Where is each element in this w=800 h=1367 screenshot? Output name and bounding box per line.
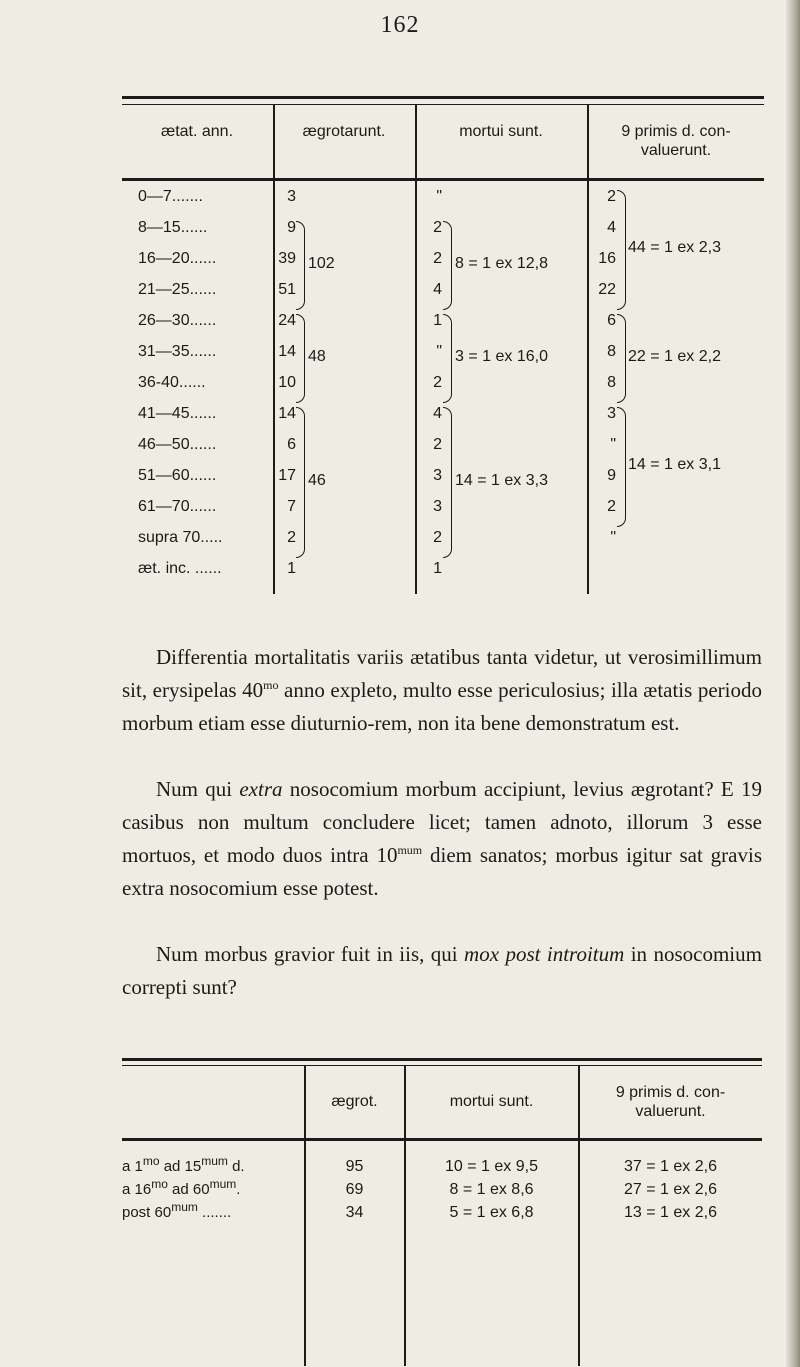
header-primis-line1: 9 primis d. con- (621, 123, 731, 140)
primis-cell: 9 (607, 467, 616, 484)
mortui-bracket (443, 221, 452, 310)
mortui-cell: 8 = 1 ex 8,6 (449, 1181, 534, 1198)
page-edge (786, 0, 800, 1367)
header-primis-line2: valuerunt. (640, 142, 712, 159)
age-cell: 21—25...... (138, 281, 217, 298)
paragraph-2-text-b: nosocomium morbum accipiunt, levius ægrotant? E 19 casibus non multum concludere licet; tamen adnoto, illorum 3 esse mortuos, et modo duos intra 10 (122, 777, 762, 867)
aegrot-cell: 69 (345, 1181, 364, 1198)
mortui-cell: 2 (433, 436, 442, 453)
age-cell: 46—50...... (138, 436, 217, 453)
primis-bracket (617, 407, 626, 527)
mortui-cell: 4 (433, 405, 442, 422)
table-1-header-rule (122, 178, 764, 181)
row-label-part: d. (227, 1158, 245, 1175)
mortui-bracket (443, 407, 452, 558)
paragraph-1 (122, 641, 762, 740)
aegrot-cell: 7 (287, 498, 296, 515)
primis-cell: " (610, 436, 616, 453)
mortui-cell: 1 (433, 312, 442, 329)
aegrot-bracket (296, 407, 305, 558)
mortui-cell: " (436, 343, 442, 360)
row-label-part: ad 60 (167, 1181, 210, 1198)
t2-header-mortui: mortui sunt. (449, 1093, 534, 1110)
header-primis (588, 122, 764, 160)
primis-cell: 8 (607, 374, 616, 391)
t2-header-aegrot: ægrot. (331, 1093, 378, 1110)
mortui-cell: 4 (433, 281, 442, 298)
row-label-part: mo (151, 1177, 168, 1191)
t2-header-primis-line2: valuerunt. (635, 1103, 706, 1120)
paragraph-3 (122, 938, 762, 1004)
aegrot-cell: 14 (278, 405, 296, 422)
aegrot-cell: 95 (345, 1158, 364, 1175)
header-mortui: mortui sunt. (459, 123, 543, 140)
primis-cell: 16 (598, 250, 616, 267)
age-cell: 8—15...... (138, 219, 208, 236)
aegrot-cell: 51 (278, 281, 296, 298)
paragraph-3-text-b: in nosocomium correpti sunt? (122, 942, 762, 999)
table-1-top-rule (122, 96, 764, 99)
age-cell: 31—35...... (138, 343, 217, 360)
age-cell: 16—20...... (138, 250, 217, 267)
table-2-top-rule (122, 1058, 762, 1061)
paragraph-2-emphasis: extra (239, 777, 283, 801)
age-cell: 61—70...... (138, 498, 217, 515)
aegrot-group-value: 102 (308, 254, 335, 272)
primis-bracket (617, 314, 626, 403)
aegrot-cell: 9 (287, 219, 296, 236)
primis-cell: 27 = 1 ex 2,6 (624, 1181, 717, 1198)
row-label-part: mum (209, 1177, 237, 1191)
row-label-part: mum (201, 1154, 228, 1168)
table-2-top-rule-2 (122, 1065, 762, 1066)
mortui-cell: 10 = 1 ex 9,5 (445, 1158, 538, 1175)
aegrot-cell: 17 (278, 467, 296, 484)
mortui-cell: 2 (433, 374, 442, 391)
age-cell: 41—45...... (138, 405, 217, 422)
age-cell: æt. inc. ...... (138, 560, 222, 577)
paragraph-2-text-c: diem sanatos; morbus igitur sat gravis extra nosocomium esse potest. (122, 843, 763, 900)
row-label-part: mo (142, 1154, 160, 1168)
mortui-bracket (443, 314, 452, 403)
mortui-cell: 2 (433, 219, 442, 236)
mortui-cell: 3 (433, 467, 442, 484)
primis-cell: 8 (607, 343, 616, 360)
t2-header-primis-line1: 9 primis d. con- (615, 1084, 726, 1101)
mortui-cell: 1 (433, 560, 442, 577)
aegrot-cell: 6 (287, 436, 296, 453)
aegrot-cell: 24 (278, 312, 296, 329)
primis-cell: 37 = 1 ex 2,6 (624, 1158, 717, 1175)
aegrot-cell: 10 (278, 374, 296, 391)
row-label (122, 1200, 232, 1221)
aegrot-cell: 3 (287, 188, 296, 205)
row-label-part: . (236, 1181, 241, 1198)
age-cell: 0—7....... (138, 188, 203, 205)
row-label (122, 1177, 241, 1198)
primis-cell: 4 (607, 219, 616, 236)
primis-group-value: 14 = 1 ex 3,1 (628, 456, 721, 473)
row-label-part: ad 15 (159, 1158, 202, 1175)
aegrot-cell: 39 (278, 250, 296, 267)
age-cell: 51—60...... (138, 467, 217, 484)
aegrot-cell: 2 (287, 529, 296, 546)
header-aegrotarunt: ægrotarunt. (302, 123, 386, 140)
primis-bracket (617, 190, 626, 310)
aegrot-group-value: 46 (308, 471, 326, 489)
mortui-group-value: 14 = 1 ex 3,3 (455, 471, 548, 489)
mortui-cell: 3 (433, 498, 442, 515)
primis-group-value: 44 = 1 ex 2,3 (628, 239, 721, 256)
aegrot-group-value: 48 (308, 347, 326, 365)
primis-cell: 2 (607, 498, 616, 515)
paragraph-2 (122, 773, 762, 905)
aegrot-cell: 1 (287, 560, 296, 577)
paragraph-3-emphasis: mox post introitum (464, 942, 625, 966)
primis-cell: " (610, 529, 616, 546)
mortui-cell: 2 (433, 250, 442, 267)
table-2-header-rule (122, 1138, 762, 1141)
aegrot-bracket (296, 314, 305, 403)
mortui-cell: 2 (433, 529, 442, 546)
aegrot-bracket (296, 221, 305, 310)
mortui-group-value: 3 = 1 ex 16,0 (455, 347, 548, 365)
mortui-group-value: 8 = 1 ex 12,8 (455, 254, 548, 272)
aegrot-cell: 34 (345, 1204, 364, 1221)
row-label-part: a 1 (122, 1158, 143, 1175)
row-label-part: post 60 (122, 1204, 172, 1221)
paragraph-3-text-a: Num morbus gravior fuit in iis, qui (156, 942, 465, 966)
paragraph-2-sup: mum (397, 843, 423, 857)
paragraph-1-text: Differentia mortalitatis variis ætatibus tanta videtur, ut verosimillimum sit, erysipelas 40 (122, 645, 762, 702)
mortui-cell: " (436, 188, 442, 205)
table-1-top-rule-2 (122, 104, 764, 105)
age-cell: 26—30...... (138, 312, 217, 329)
mortui-cell: 5 = 1 ex 6,8 (449, 1204, 534, 1221)
t2-header-primis (579, 1083, 762, 1121)
row-label-part: mum (171, 1200, 198, 1214)
primis-cell: 6 (607, 312, 616, 329)
primis-cell: 3 (607, 405, 616, 422)
paragraph-1-sup: mo (263, 678, 279, 692)
primis-group-value: 22 = 1 ex 2,2 (628, 347, 721, 365)
primis-cell: 13 = 1 ex 2,6 (624, 1204, 717, 1221)
age-cell: 36-40...... (138, 374, 206, 391)
page-number: 162 (380, 12, 420, 38)
row-label-part: a 16 (122, 1181, 152, 1198)
aegrot-cell: 14 (278, 343, 296, 360)
age-cell: supra 70..... (138, 529, 223, 546)
row-label (122, 1154, 245, 1175)
paragraph-1-rest: anno expleto, multo esse periculosius; illa ætatis periodo morbum etiam esse diuturnio-rem, non ita bene demonstratum est. (122, 678, 763, 735)
primis-cell: 22 (598, 281, 616, 298)
paragraph-2-text-a: Num qui (156, 777, 240, 801)
row-label-part: ....... (197, 1204, 232, 1221)
header-aetat: ætat. ann. (160, 123, 234, 140)
primis-cell: 2 (607, 188, 616, 205)
